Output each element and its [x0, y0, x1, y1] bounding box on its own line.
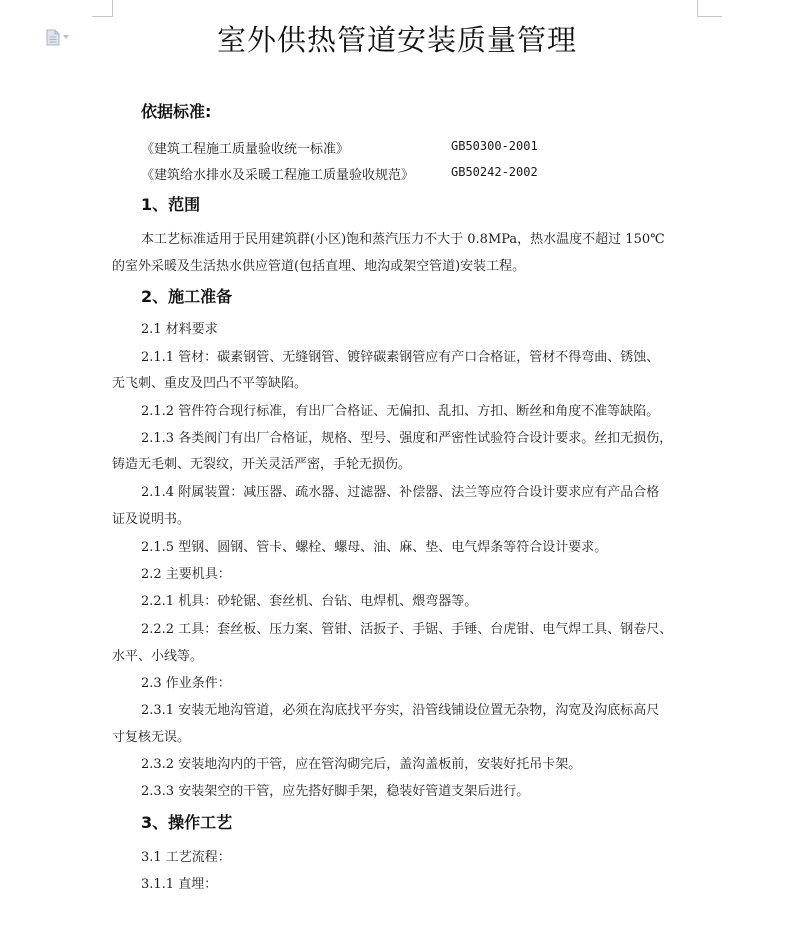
section-heading: 1、范围 [141, 195, 201, 214]
paragraph-line: 2.1 材料要求 [141, 322, 218, 337]
paragraph-line: 2.3.1 安装无地沟管道，必须在沟底找平夯实，沿管线铺设位置无杂物，沟宽及沟底标高尺 [141, 703, 660, 718]
paragraph-line: 2.1.3 各类阀门有出厂合格证，规格、型号、强度和严密性试验符合设计要求。丝扣无损伤， [141, 431, 673, 446]
paragraph-line: 铸造无毛刺、无裂纹，开关灵活严密，手轮无损伤。 [112, 457, 412, 472]
paragraph-line: 的室外采暖及生活热水供应管道(包括直埋、地沟或架空管道)安装工程。 [112, 259, 526, 274]
basis-heading: 依据标准: [141, 102, 212, 121]
paragraph-line: 2.3.2 安装地沟内的干管，应在管沟砌完后，盖沟盖板前，安装好托吊卡架。 [141, 757, 582, 772]
paragraph-line: 2.3 作业条件： [141, 676, 231, 691]
paragraph-line: 寸复核无误。 [112, 730, 191, 745]
paragraph-line: 2.1.2 管件符合现行标准，有出厂合格证、无偏扣、乱扣、方扣、断丝和角度不准等缺陷。 [141, 404, 660, 419]
paragraph-line: 2.3.3 安装架空的干管，应先搭好脚手架，稳装好管道支架后进行。 [141, 784, 530, 799]
crop-mark-top-left [92, 0, 113, 17]
paragraph-line: 2.1.5 型钢、圆钢、管卡、螺栓、螺母、油、麻、垫、电气焊条等符合设计要求。 [141, 540, 608, 555]
section-heading: 3、操作工艺 [141, 813, 233, 832]
paragraph-line: 2.2 主要机具： [141, 567, 231, 582]
section-heading: 2、施工准备 [141, 287, 233, 306]
paragraph-line: 证及说明书。 [112, 512, 191, 527]
paragraph-line: 3.1.1 直埋： [141, 877, 218, 892]
paragraph-line: 2.1.1 管材：碳素钢管、无缝钢管、镀锌碳素钢管应有产口合格证，管材不得弯曲、锈蚀、 [141, 350, 660, 365]
paragraph-line: 无飞刺、重皮及凹凸不平等缺陷。 [112, 376, 308, 391]
standard-code: GB50300-2001 [451, 139, 538, 153]
paragraph-line: 2.1.4 附属装置：减压器、疏水器、过滤器、补偿器、法兰等应符合设计要求应有产品合格 [141, 485, 660, 500]
page-title: 室外供热管道安装质量管理 [216, 23, 577, 57]
standard-name: 《建筑工程施工质量验收统一标准》 [141, 142, 350, 157]
paragraph-line: 水平、小线等。 [112, 649, 204, 664]
paragraph-line: 本工艺标准适用于民用建筑群(小区)饱和蒸汽压力不大于 0.8MPa，热水温度不超过 150℃ [141, 232, 665, 247]
crop-mark-top-right [697, 0, 722, 17]
paragraph-line: 2.2.1 机具：砂轮锯、套丝机、台钻、电焊机、煨弯器等。 [141, 594, 478, 609]
paragraph-line: 2.2.2 工具：套丝板、压力案、管钳、活扳子、手锯、手锤、台虎钳、电气焊工具、钢卷尺、 [141, 622, 673, 637]
paragraph-line: 3.1 工艺流程： [141, 850, 231, 865]
standard-code: GB50242-2002 [451, 165, 538, 179]
standard-name: 《建筑给水排水及采暖工程施工质量验收规范》 [141, 168, 415, 183]
